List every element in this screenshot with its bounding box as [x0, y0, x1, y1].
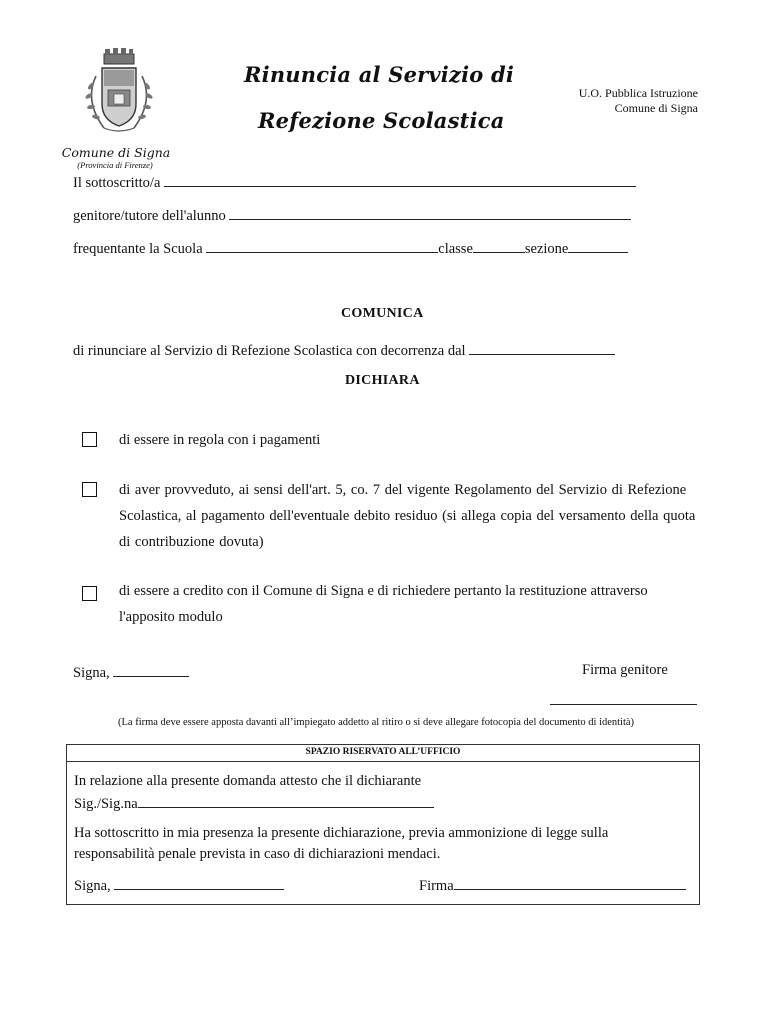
office-sig-input[interactable]: [138, 793, 434, 808]
sezione-input[interactable]: [568, 238, 628, 253]
office-heading: SPAZIO RISERVATO ALL’UFFICIO: [305, 747, 461, 757]
signature-date-input[interactable]: [113, 662, 189, 677]
sottoscritto-input[interactable]: [164, 172, 636, 187]
comunica-text: di rinunciare al Servizio di Refezione Scolastica con decorrenza dal: [73, 343, 466, 359]
document-title-line2: Refezione Scolastica: [258, 108, 505, 133]
office-place-label: Signa,: [74, 878, 111, 894]
office-line2: Comune di Signa: [614, 101, 698, 115]
office-reserved-box: [66, 744, 700, 905]
option-2-checkbox[interactable]: [82, 482, 97, 497]
comunica-heading: COMUNICA: [341, 306, 424, 321]
field-sezione-label: sezione: [524, 241, 569, 257]
office-divider: [67, 761, 699, 762]
scuola-input[interactable]: [206, 238, 438, 253]
office-line1: U.O. Pubblica Istruzione: [578, 86, 698, 100]
signature-place-label: Signa,: [73, 665, 110, 681]
signature-note: (La firma deve essere apposta davanti all’impiegato addetto al ritiro o si deve allegare fotocopia del documento di identità): [118, 717, 635, 728]
office-header: [579, 86, 698, 116]
alunno-input[interactable]: [229, 205, 631, 220]
field-scuola: [73, 238, 628, 258]
office-sig-row: [74, 793, 434, 813]
option-1-text: di essere in regola con i pagamenti: [119, 432, 321, 448]
signature-place-row: [73, 662, 189, 682]
field-scuola-label: frequentante la Scuola: [73, 241, 203, 257]
option-3-text: di essere a credito con il Comune di Signa e di richiedere pertanto la restituzione attraverso l'apposito modulo: [119, 583, 648, 625]
office-line1: In relazione alla presente domanda attesto che il dichiarante: [74, 773, 422, 789]
field-sottoscritto: [73, 172, 636, 192]
office-line2: Ha sottoscritto in mia presenza la presente dichiarazione, previa ammonizione di legge sulla responsabilità penale prevista in caso di dichiarazioni mendaci.: [74, 825, 609, 862]
comune-name: Comune di Signa: [61, 145, 171, 160]
office-place-row: [74, 875, 284, 895]
comune-logo: [61, 46, 174, 170]
firma-genitore-line[interactable]: [550, 690, 697, 705]
provincia: (Provincia di Firenze): [77, 160, 153, 170]
classe-input[interactable]: [473, 238, 525, 253]
coat-of-arms-icon: [74, 46, 164, 138]
field-sottoscritto-label: Il sottoscritto/a: [73, 175, 161, 191]
office-firma-row: [419, 875, 686, 895]
field-classe-label: classe: [438, 241, 473, 257]
dichiara-heading: DICHIARA: [345, 373, 420, 388]
firma-genitore-label: Firma genitore: [582, 662, 668, 678]
decorrenza-input[interactable]: [469, 340, 615, 355]
field-genitore-label: genitore/tutore dell'alunno: [73, 208, 226, 224]
comunica-row: [73, 340, 615, 360]
office-sig-label: Sig./Sig.na: [74, 796, 138, 812]
office-date-input[interactable]: [114, 875, 284, 890]
office-firma-label: Firma: [419, 878, 454, 894]
office-firma-input[interactable]: [454, 875, 686, 890]
document-title-line1: Rinuncia al Servizio di: [244, 62, 515, 87]
field-genitore: [73, 205, 631, 225]
option-3-checkbox[interactable]: [82, 586, 97, 601]
option-1-checkbox[interactable]: [82, 432, 97, 447]
option-2-text: di aver provveduto, ai sensi dell'art. 5, co. 7 del vigente Regolamento del Servizio di Refezione Scolastica, al pagamento dell'eventuale debito residuo (si allega copia del versamento della quota di contribuzione dovuta): [119, 482, 696, 550]
